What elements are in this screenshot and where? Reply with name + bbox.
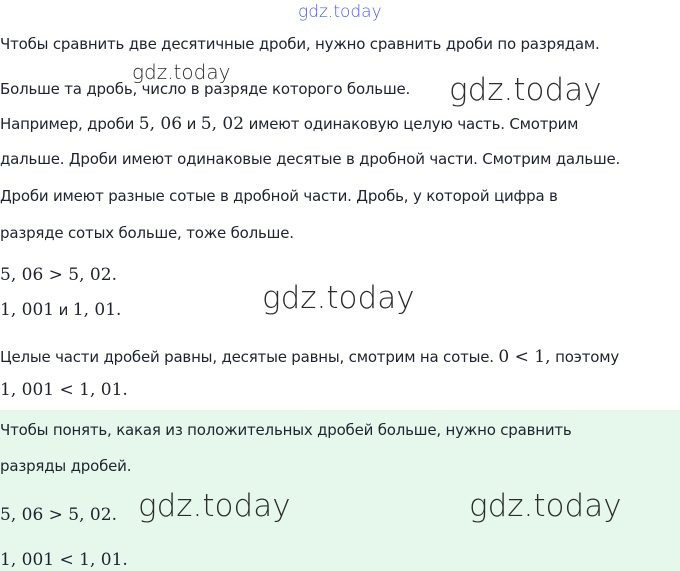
paragraph1-line3-text-a: Например, дроби — [0, 115, 139, 133]
answer-line2: разряды дробей. — [0, 457, 132, 475]
watermark-top: gdz.today — [298, 2, 382, 22]
fraction-5-06: 5, 06 — [138, 114, 183, 134]
paragraph2-conclusion: 1, 001 < 1, 01. — [0, 380, 128, 400]
paragraph2-line1-text-b: поэтому — [550, 348, 620, 366]
fraction-1-01: 1, 01. — [72, 300, 122, 320]
fraction-1-001: 1, 001 — [0, 300, 55, 320]
paragraph1-line3-text-b: и — [182, 115, 201, 133]
paragraph2-line1 — [0, 347, 619, 367]
watermark-bottom-left: gdz.today — [138, 488, 291, 524]
paragraph1-line5: Дроби имеют разные сотые в дробной части. Дробь, у которой цифра в — [0, 187, 558, 205]
math-pair-2 — [0, 300, 121, 320]
watermark-bottom-right: gdz.today — [469, 488, 622, 524]
paragraph1-line3-text-c: имеют одинаковую целую часть. Смотрим — [244, 115, 579, 133]
answer-line1: Чтобы понять, какая из положительных дробей больше, нужно сравнить — [0, 421, 572, 439]
answer-math-1: 5, 06 > 5, 02. — [0, 505, 117, 525]
paragraph1-line1: Чтобы сравнить две десятичные дроби, нужно сравнить дроби по разрядам. — [0, 35, 600, 53]
paragraph1-line2: Больше та дробь, число в разряде которого больше. — [0, 80, 411, 98]
watermark-center: gdz.today — [262, 280, 415, 316]
paragraph1-line4: дальше. Дроби имеют одинаковые десятые в дробной части. Смотрим дальше. — [0, 150, 621, 168]
paragraph1-line6: разряде сотых больше, тоже больше. — [0, 224, 294, 242]
answer-math-2: 1, 001 < 1, 01. — [0, 550, 128, 570]
watermark-small: gdz.today — [132, 60, 231, 84]
inequality-0-1: 0 < 1, — [498, 347, 551, 367]
fraction-5-02: 5, 02 — [200, 114, 245, 134]
paragraph1-line3 — [0, 114, 578, 134]
paragraph2-line1-text-a: Целые части дробей равны, десятые равны, смотрим на сотые. — [0, 348, 499, 366]
math-comparison-1: 5, 06 > 5, 02. — [0, 265, 117, 285]
watermark-right: gdz.today — [449, 72, 602, 108]
math-pair-conjunction: и — [54, 301, 73, 319]
